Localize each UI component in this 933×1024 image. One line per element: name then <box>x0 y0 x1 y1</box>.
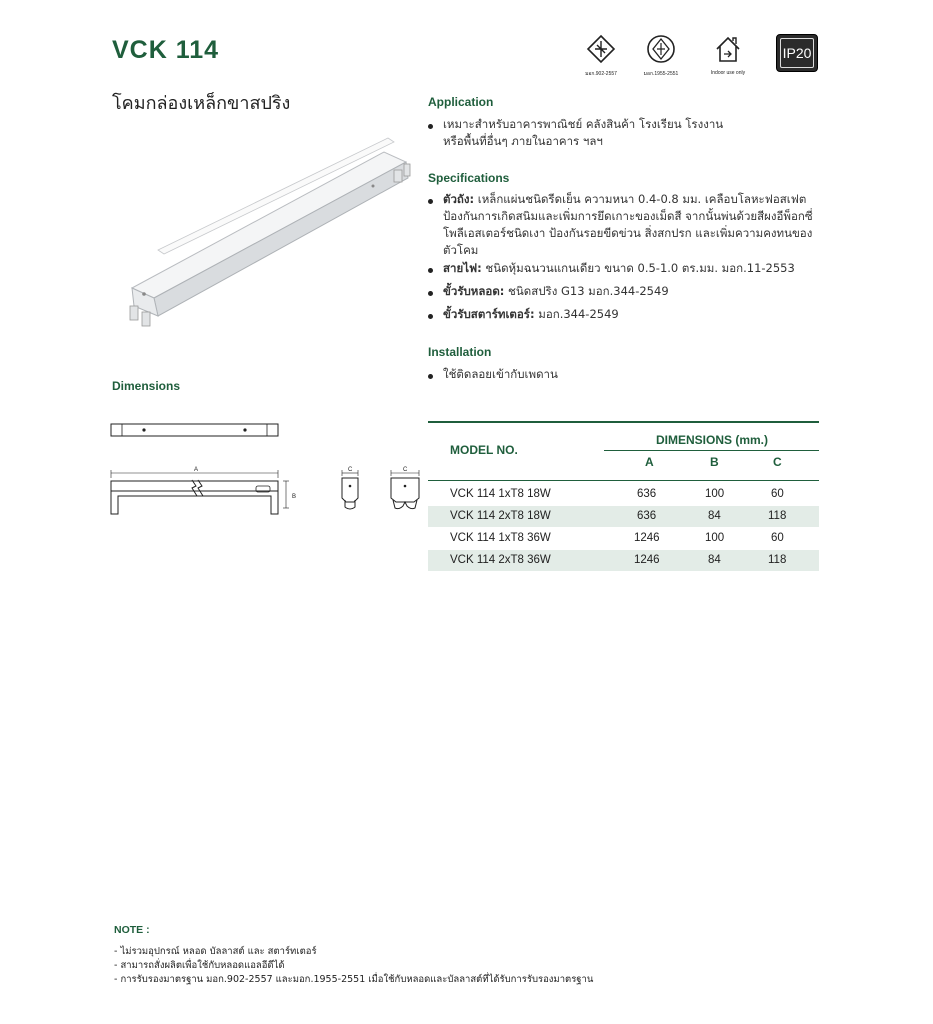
application-text <box>443 116 723 150</box>
application-line: หรือพื้นที่อื่นๆ ภายในอาคาร ฯลฯ <box>443 134 603 148</box>
table-cell-c: 118 <box>768 510 787 522</box>
note-item: - การรับรองมาตรฐาน มอก.902-2557 และมอก.1955-2551 เมื่อใช้กับหลอดและบัลลาสต์ที่ได้รับการรับรองมาตรฐาน <box>114 974 594 985</box>
bullet <box>428 314 433 319</box>
table-row <box>428 550 819 571</box>
dim-label-b: B <box>292 494 297 500</box>
cert-caption: Indoor use only <box>710 70 746 76</box>
table-cell-a: 1246 <box>634 532 660 544</box>
bullet <box>428 199 433 204</box>
ip-rating-label: IP20 <box>780 38 814 68</box>
end-view-single <box>336 464 366 514</box>
spec-wire-label: สายไฟ: <box>443 261 482 275</box>
spec-wire <box>443 260 795 277</box>
bullet <box>428 124 433 129</box>
application-line: เหมาะสำหรับอาคารพาณิชย์ คลังสินค้า โรงเรียน โรงงาน <box>443 117 724 131</box>
table-row <box>428 484 819 505</box>
side-view-drawing <box>106 464 306 524</box>
table-col-c: C <box>773 455 782 469</box>
spec-body <box>443 191 823 259</box>
table-cell-a: 1246 <box>634 554 660 566</box>
table-cell-b: 100 <box>705 532 725 544</box>
table-cell-c: 60 <box>771 488 784 500</box>
table-cell-c: 118 <box>768 554 787 566</box>
table-cell-model: VCK 114 2xT8 36W <box>450 554 551 566</box>
spec-starter <box>443 306 619 323</box>
ip-rating-icon <box>776 34 818 72</box>
cert-caption: มอก.1955-2551 <box>643 71 679 77</box>
spec-starter-label: ขั้วรับสตาร์ทเตอร์: <box>443 307 535 321</box>
spec-body-line: ป้องกันการเกิดสนิมและเพิ่มการยึดเกาะของเม็ดสี จากนั้นพ่นด้วยสีผงอีพ็อกซี่ <box>443 209 813 223</box>
bullet <box>428 374 433 379</box>
dim-label-a: A <box>194 467 199 473</box>
spec-lampholder-text: ชนิดสปริง G13 มอก.344-2549 <box>504 284 669 298</box>
table-cell-a: 636 <box>637 510 657 522</box>
spec-lampholder <box>443 283 669 300</box>
product-title: VCK 114 <box>112 36 220 64</box>
spec-body-line: ตัวโคม <box>443 243 479 257</box>
note-item: - ไม่รวมอุปกรณ์ หลอด บัลลาสต์ และ สตาร์ทเตอร์ <box>114 946 317 957</box>
table-cell-a: 636 <box>637 488 657 500</box>
table-cell-b: 84 <box>708 554 721 566</box>
bullet <box>428 268 433 273</box>
indoor-house-icon <box>713 34 743 64</box>
end-view-double <box>386 464 426 514</box>
note-item: - สามารถสั่งผลิตเพื่อใช้กับหลอดแอลอีดีได้ <box>114 960 285 971</box>
cert-badge-tis-902 <box>578 34 624 76</box>
specifications-heading: Specifications <box>428 171 510 185</box>
cert-caption: มอก.902-2557 <box>585 71 617 77</box>
spec-body-label: ตัวถัง: <box>443 192 475 206</box>
product-subtitle: โคมกล่องเหล็กขาสปริง <box>112 93 291 114</box>
table-header-bottom-rule <box>428 480 819 481</box>
note-heading: NOTE : <box>114 924 150 936</box>
table-dimensions-header: DIMENSIONS (mm.) <box>656 433 769 447</box>
bullet <box>428 291 433 296</box>
table-cell-model: VCK 114 2xT8 18W <box>450 510 551 522</box>
table-row <box>428 528 819 549</box>
table-model-header: MODEL NO. <box>450 443 518 457</box>
product-photo <box>118 130 418 340</box>
application-heading: Application <box>428 95 494 109</box>
spec-starter-text: มอก.344-2549 <box>534 307 619 321</box>
tis-902-icon <box>586 34 616 64</box>
table-cell-b: 100 <box>705 488 725 500</box>
table-col-a: A <box>645 455 654 469</box>
spec-body-line: โพลีเอสเตอร์ชนิดเงา ป้องกันรอยขีดข่วน สิ่งสกปรก และเพิ่มความคงทนของ <box>443 226 813 240</box>
cert-badge-indoor <box>705 34 751 76</box>
dim-label-c: C <box>348 467 353 473</box>
table-cell-b: 84 <box>708 510 721 522</box>
table-cell-c: 60 <box>771 532 784 544</box>
table-row <box>428 506 819 527</box>
top-view-drawing <box>108 420 284 442</box>
table-header-rule <box>604 450 819 451</box>
spec-body-line: เหล็กแผ่นชนิดรีดเย็น ความหนา 0.4-0.8 มม. เคลือบโลหะฟอสเฟต <box>474 192 807 206</box>
table-cell-model: VCK 114 1xT8 18W <box>450 488 551 500</box>
dim-label-c: C <box>403 467 408 473</box>
dimensions-heading: Dimensions <box>112 379 181 393</box>
cert-badge-tis-1955 <box>638 34 684 76</box>
installation-heading: Installation <box>428 345 492 359</box>
installation-text: ใช้ติดลอยเข้ากับเพดาน <box>443 367 558 381</box>
table-top-rule <box>428 421 819 423</box>
table-cell-model: VCK 114 1xT8 36W <box>450 532 551 544</box>
spec-wire-text: ชนิดหุ้มฉนวนแกนเดียว ขนาด 0.5-1.0 ตร.มม. มอก.11-2553 <box>481 261 795 275</box>
spec-lampholder-label: ขั้วรับหลอด: <box>443 284 505 298</box>
table-col-b: B <box>710 455 719 469</box>
tis-1955-icon <box>646 34 676 64</box>
